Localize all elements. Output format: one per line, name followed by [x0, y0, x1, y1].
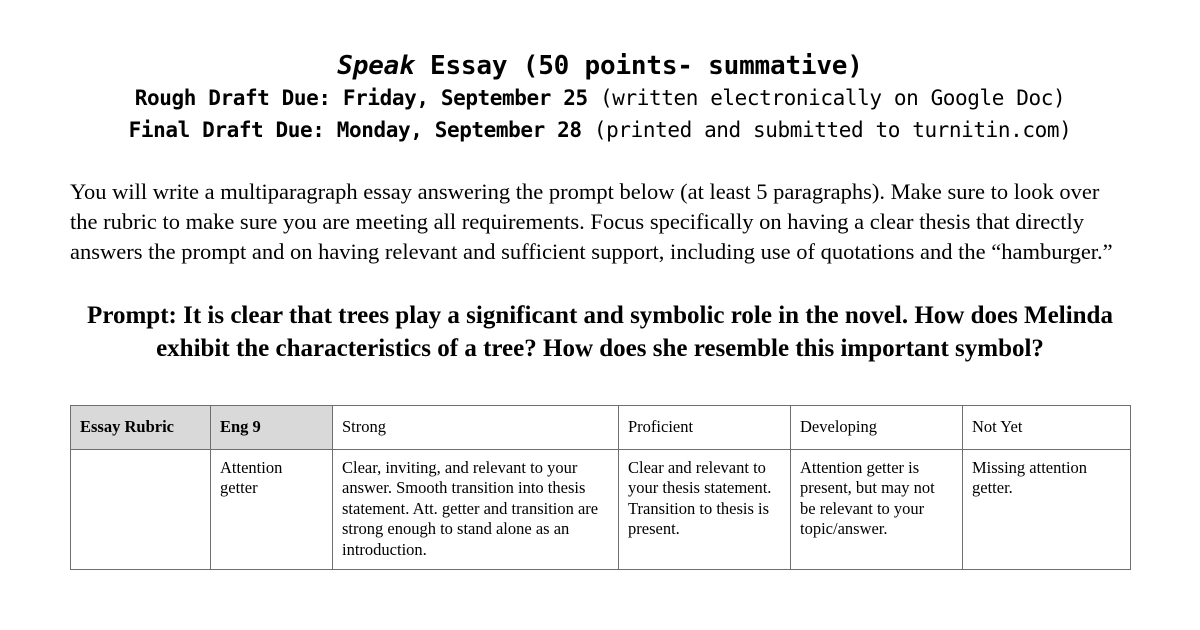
column-header-not-yet: Not Yet [963, 406, 1131, 449]
cell-proficient: Clear and relevant to your thesis statement. Transition to thesis is present. [619, 449, 791, 569]
column-header-strong: Strong [333, 406, 619, 449]
cell-category [71, 449, 211, 569]
document-header [70, 0, 1130, 147]
essay-prompt: Prompt: It is clear that trees play a significant and symbolic role in the novel. How does Melinda exhibit the characteristics of a tree? How does she resemble this important symbol? [87, 301, 1113, 362]
cell-criterion: Attention getter [211, 449, 333, 569]
table-row [71, 449, 1131, 569]
final-draft-due-label: Final Draft Due: Monday, September 28 [128, 118, 594, 143]
cell-not-yet: Missing attention getter. [963, 449, 1131, 569]
final-draft-due-note: (printed and submitted to turnitin.com) [593, 118, 1072, 143]
table-header-row [71, 406, 1131, 449]
page-title-rest: Essay (50 points- summative) [414, 51, 863, 81]
final-draft-due-line [70, 114, 1130, 147]
intro-paragraph: You will write a multiparagraph essay answering the prompt below (at least 5 paragraphs). Make sure to look over the rubric to make sure you are meeting all requirements. Focus specifically on having a clear thesis that directly answers the prompt and on having relevant and sufficient support, including use of quotations and the “hamburger.” [70, 178, 1113, 264]
cell-developing: Attention getter is present, but may not be relevant to your topic/answer. [791, 449, 963, 569]
rough-draft-due-note: (written electronically on Google Doc) [600, 85, 1066, 110]
page-title [70, 52, 1130, 82]
rough-draft-due-label: Rough Draft Due: Friday, September 25 [134, 85, 600, 110]
page-title-italic: Speak [337, 51, 415, 81]
rubric-table [70, 405, 1131, 570]
rubric-table-container [70, 405, 1130, 570]
column-header-developing: Developing [791, 406, 963, 449]
column-header-essay-rubric: Essay Rubric [71, 406, 211, 449]
column-header-course: Eng 9 [211, 406, 333, 449]
cell-strong: Clear, inviting, and relevant to your answer. Smooth transition into thesis statement. Att. getter and transition are strong enough to stand alone as an introduction. [333, 449, 619, 569]
rough-draft-due-line [70, 82, 1130, 115]
column-header-proficient: Proficient [619, 406, 791, 449]
